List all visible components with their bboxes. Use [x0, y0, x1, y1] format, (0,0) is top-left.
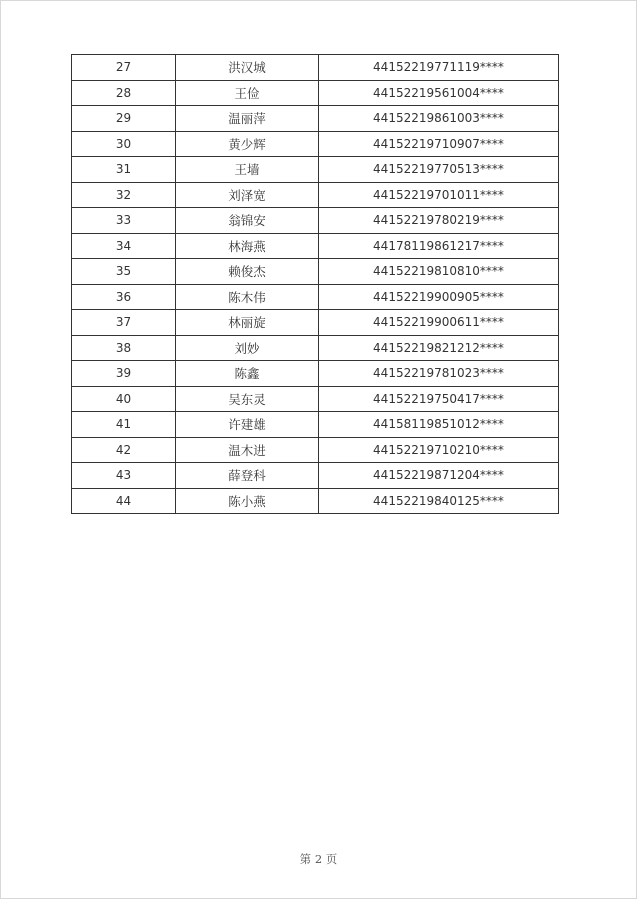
- person-name: 温木进: [176, 437, 319, 463]
- person-name: 陈木伟: [176, 284, 319, 310]
- row-number: 37: [72, 310, 176, 336]
- table-row: [72, 386, 559, 412]
- id-number: 44152219900905****: [319, 284, 559, 310]
- person-name: 翁锦安: [176, 208, 319, 234]
- row-number: 29: [72, 106, 176, 132]
- person-name: 王俭: [176, 80, 319, 106]
- page-number: 第 2 页: [299, 852, 338, 866]
- table-row: [72, 310, 559, 336]
- person-name: 温丽萍: [176, 106, 319, 132]
- row-number: 44: [72, 488, 176, 514]
- table-row: [72, 463, 559, 489]
- person-name: 刘泽宽: [176, 182, 319, 208]
- id-number: 44152219840125****: [319, 488, 559, 514]
- table-row: [72, 208, 559, 234]
- row-number: 35: [72, 259, 176, 285]
- row-number: 36: [72, 284, 176, 310]
- row-number: 42: [72, 437, 176, 463]
- id-number: 44152219900611****: [319, 310, 559, 336]
- id-number: 44152219771119****: [319, 55, 559, 81]
- id-number: 44152219561004****: [319, 80, 559, 106]
- person-name: 吴东灵: [176, 386, 319, 412]
- table-row: [72, 361, 559, 387]
- id-number: 44152219770513****: [319, 157, 559, 183]
- table-row: [72, 157, 559, 183]
- person-name: 陈鑫: [176, 361, 319, 387]
- person-name: 陈小燕: [176, 488, 319, 514]
- person-name: 薛登科: [176, 463, 319, 489]
- id-number: 44152219710907****: [319, 131, 559, 157]
- row-number: 39: [72, 361, 176, 387]
- id-number: 44152219821212****: [319, 335, 559, 361]
- table-row: [72, 233, 559, 259]
- person-name: 赖俊杰: [176, 259, 319, 285]
- person-name: 刘妙: [176, 335, 319, 361]
- row-number: 34: [72, 233, 176, 259]
- table-row: [72, 80, 559, 106]
- row-number: 43: [72, 463, 176, 489]
- table-row: [72, 106, 559, 132]
- id-number: 44158119851012****: [319, 412, 559, 438]
- id-number: 44152219701011****: [319, 182, 559, 208]
- person-name: 黄少辉: [176, 131, 319, 157]
- row-number: 38: [72, 335, 176, 361]
- roster-table-body: [72, 55, 559, 514]
- id-number: 44152219781023****: [319, 361, 559, 387]
- id-number: 44152219871204****: [319, 463, 559, 489]
- person-name: 林丽旋: [176, 310, 319, 336]
- row-number: 41: [72, 412, 176, 438]
- person-name: 王墙: [176, 157, 319, 183]
- table-row: [72, 284, 559, 310]
- row-number: 27: [72, 55, 176, 81]
- row-number: 33: [72, 208, 176, 234]
- table-row: [72, 182, 559, 208]
- table-row: [72, 259, 559, 285]
- person-name: 林海燕: [176, 233, 319, 259]
- table-row: [72, 488, 559, 514]
- table-row: [72, 437, 559, 463]
- row-number: 40: [72, 386, 176, 412]
- row-number: 30: [72, 131, 176, 157]
- table-row: [72, 131, 559, 157]
- row-number: 31: [72, 157, 176, 183]
- id-number: 44152219750417****: [319, 386, 559, 412]
- table-row: [72, 412, 559, 438]
- table-row: [72, 335, 559, 361]
- id-number: 44152219810810****: [319, 259, 559, 285]
- id-number: 44152219710210****: [319, 437, 559, 463]
- id-number: 44178119861217****: [319, 233, 559, 259]
- roster-table: [71, 54, 559, 514]
- id-number: 44152219861003****: [319, 106, 559, 132]
- row-number: 28: [72, 80, 176, 106]
- table-row: [72, 55, 559, 81]
- person-name: 许建雄: [176, 412, 319, 438]
- row-number: 32: [72, 182, 176, 208]
- id-number: 44152219780219****: [319, 208, 559, 234]
- person-name: 洪汉城: [176, 55, 319, 81]
